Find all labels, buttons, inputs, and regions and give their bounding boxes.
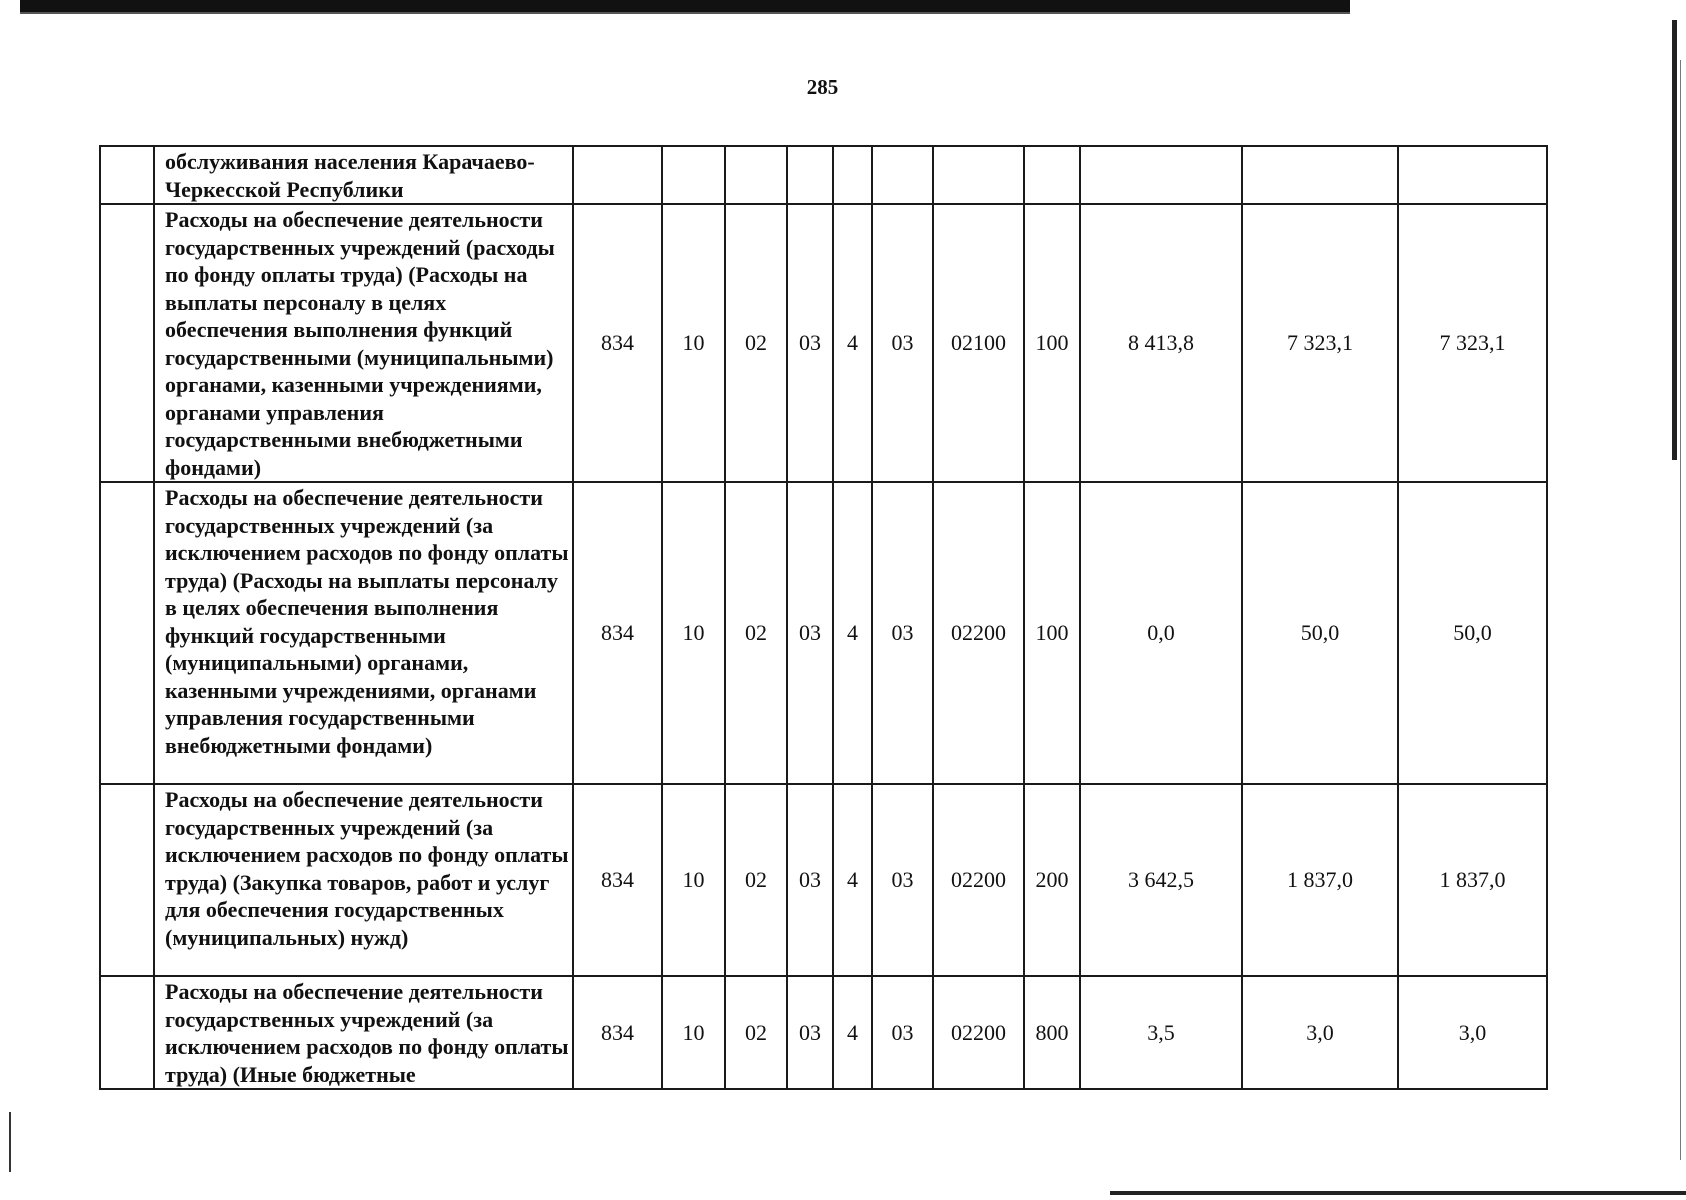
scan-edge-bottom: [1110, 1191, 1686, 1195]
direction-cell: 02100: [933, 204, 1024, 482]
subsection-cell: [725, 146, 787, 204]
row-index-cell: [100, 146, 154, 204]
expense-type-cell: 800: [1024, 976, 1080, 1089]
amount-year-1-cell: 3 642,5: [1080, 784, 1242, 976]
program-type-cell: 4: [833, 204, 872, 482]
program-cell: 03: [787, 482, 833, 784]
section-cell: 10: [662, 204, 725, 482]
expense-description: Расходы на обеспечение деятельности государственных учреждений (за исключением расходов по фонду оплаты труда) (Расходы на выплаты персоналу в целях обеспечения выполнения функций государственными (муниципальными) органами, казенными учреждениями, органами управления государственными внебюджетными фондами): [154, 482, 573, 784]
section-cell: 10: [662, 482, 725, 784]
scan-edge-left-mark: [9, 1112, 11, 1172]
amount-year-2-cell: [1242, 146, 1398, 204]
expense-type-cell: 100: [1024, 204, 1080, 482]
program-cell: [787, 146, 833, 204]
expense-type-cell: 100: [1024, 482, 1080, 784]
code-ministry-cell: 834: [573, 204, 662, 482]
expense-description: Расходы на обеспечение деятельности государственных учреждений (расходы по фонду оплаты труда) (Расходы на выплаты персоналу в целях обеспечения выполнения функций государственными (муниципальными) органами, казенными учреждениями, органами управления государственными внебюджетными фондами): [154, 204, 573, 482]
scan-edge-top-line: [20, 12, 1350, 14]
expense-description: Расходы на обеспечение деятельности государственных учреждений (за исключением расходов по фонду оплаты труда) (Закупка товаров, работ и услуг для обеспечения государственных (муниципальных) нужд): [154, 784, 573, 976]
scan-edge-right-line: [1680, 60, 1681, 1160]
row-index-cell: [100, 204, 154, 482]
code-ministry-cell: [573, 146, 662, 204]
amount-year-1-cell: 3,5: [1080, 976, 1242, 1089]
program-type-cell: [833, 146, 872, 204]
table-row: [100, 784, 1547, 976]
section-cell: 10: [662, 976, 725, 1089]
amount-year-2-cell: 7 323,1: [1242, 204, 1398, 482]
scan-edge-right: [1672, 20, 1677, 460]
code-ministry-cell: 834: [573, 976, 662, 1089]
direction-cell: 02200: [933, 976, 1024, 1089]
amount-year-3-cell: 50,0: [1398, 482, 1547, 784]
subprogram-cell: 03: [872, 482, 933, 784]
program-type-cell: 4: [833, 784, 872, 976]
subprogram-cell: 03: [872, 976, 933, 1089]
table-row: [100, 976, 1547, 1089]
amount-year-2-cell: 3,0: [1242, 976, 1398, 1089]
row-index-cell: [100, 976, 154, 1089]
table-row: [100, 146, 1547, 204]
table-row: [100, 482, 1547, 784]
subsection-cell: 02: [725, 204, 787, 482]
subsection-cell: 02: [725, 784, 787, 976]
budget-table: [99, 145, 1548, 1090]
section-cell: 10: [662, 784, 725, 976]
program-cell: 03: [787, 784, 833, 976]
expense-type-cell: [1024, 146, 1080, 204]
direction-cell: 02200: [933, 482, 1024, 784]
code-ministry-cell: 834: [573, 482, 662, 784]
expense-description: обслуживания населения Карачаево-Черкесской Республики: [154, 146, 573, 204]
amount-year-3-cell: [1398, 146, 1547, 204]
amount-year-1-cell: 0,0: [1080, 482, 1242, 784]
amount-year-2-cell: 50,0: [1242, 482, 1398, 784]
subprogram-cell: [872, 146, 933, 204]
expense-type-cell: 200: [1024, 784, 1080, 976]
page-number: 285: [806, 75, 839, 99]
amount-year-1-cell: [1080, 146, 1242, 204]
expense-description: Расходы на обеспечение деятельности государственных учреждений (за исключением расходов по фонду оплаты труда) (Иные бюджетные: [154, 976, 573, 1089]
code-ministry-cell: 834: [573, 784, 662, 976]
amount-year-2-cell: 1 837,0: [1242, 784, 1398, 976]
row-index-cell: [100, 784, 154, 976]
direction-cell: 02200: [933, 784, 1024, 976]
subprogram-cell: 03: [872, 204, 933, 482]
program-cell: 03: [787, 976, 833, 1089]
subsection-cell: 02: [725, 482, 787, 784]
amount-year-1-cell: 8 413,8: [1080, 204, 1242, 482]
amount-year-3-cell: 1 837,0: [1398, 784, 1547, 976]
program-type-cell: 4: [833, 976, 872, 1089]
program-type-cell: 4: [833, 482, 872, 784]
table-body: [100, 146, 1547, 1089]
table-row: [100, 204, 1547, 482]
row-index-cell: [100, 482, 154, 784]
section-cell: [662, 146, 725, 204]
amount-year-3-cell: 3,0: [1398, 976, 1547, 1089]
amount-year-3-cell: 7 323,1: [1398, 204, 1547, 482]
direction-cell: [933, 146, 1024, 204]
subsection-cell: 02: [725, 976, 787, 1089]
subprogram-cell: 03: [872, 784, 933, 976]
program-cell: 03: [787, 204, 833, 482]
